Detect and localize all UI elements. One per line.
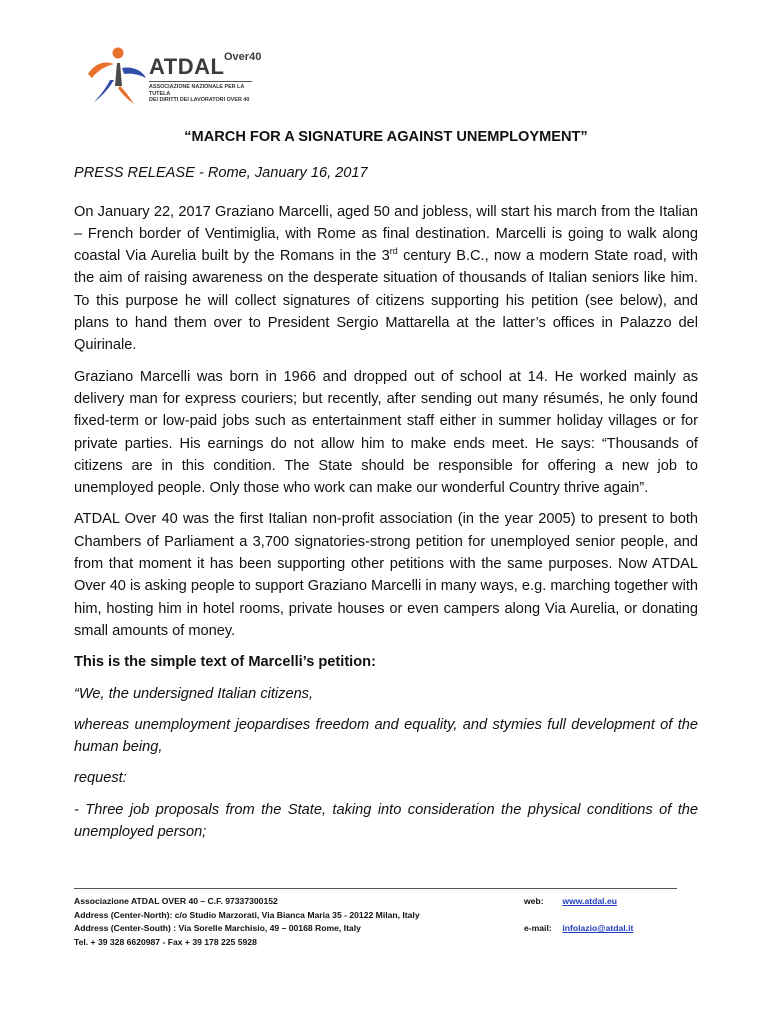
- petition-whereas: whereas unemployment jeopardises freedom and equality, and stymies full development of the human being,: [74, 716, 698, 756]
- footer-email: [524, 922, 633, 936]
- footer: [74, 895, 684, 949]
- atdal-figure-icon: [84, 46, 148, 108]
- email-label: e-mail:: [524, 923, 552, 933]
- paragraph-intro-before: On January 22, 2017 Graziano Marcelli, aged 50 and jobless, will start his march from the Italian – French border of Ventimiglia, with Rome as final destination. Marcelli is going to walk along coastal Via Aurelia built by the Romans in the 3: [74, 203, 698, 265]
- footer-line-3: Address (Center-South) : Via Sorelle Marchisio, 49 – 00168 Rome, Italy: [74, 923, 361, 934]
- email-link[interactable]: infolazio@atdal.it: [562, 923, 634, 933]
- petition-heading: This is the simple text of Marcelli’s petition:: [74, 654, 376, 671]
- logo-suffix: Over40: [224, 51, 262, 63]
- atdal-logo: [84, 46, 264, 116]
- footer-line-2: Address (Center-North): c/o Studio Marzorati, Via Bianca Maria 35 - 20122 Milan, Italy: [74, 909, 420, 920]
- logo-subtitle-line2: DEI DIRITTI DEI LAVORATORI OVER 40: [149, 97, 250, 103]
- petition-opening: “We, the undersigned Italian citizens,: [74, 685, 314, 702]
- logo-subtitle-line1: ASSOCIAZIONE NAZIONALE PER LA TUTELA: [149, 84, 245, 97]
- footer-line-4: Tel. + 39 328 6620987 - Fax + 39 178 225 5928: [74, 936, 257, 947]
- footer-line-1: Associazione ATDAL OVER 40 – C.F. 97337300152: [74, 896, 278, 906]
- press-release-line: PRESS RELEASE - Rome, January 16, 2017: [74, 165, 368, 182]
- document-body: [74, 126, 698, 852]
- petition-item-1: - Three job proposals from the State, taking into consideration the physical conditions of the unemployed person;: [74, 801, 698, 841]
- petition-request: request:: [74, 770, 127, 787]
- paragraph-association: ATDAL Over 40 was the first Italian non-profit association (in the year 2005) to present to both Chambers of Parliament a 3,700 signatories-strong petition for unemployed senior people, and from that moment it has been supporting other petitions with the same purposes. Now ATDAL Over 40 is asking people to support Graziano Marcelli in many ways, e.g. marching together with him, hosting him in hotel rooms, private houses or even campers along Via Aurelia, or donating small amounts of money.: [74, 511, 698, 639]
- logo-subtitle: [149, 84, 259, 104]
- logo-name: ATDAL: [149, 54, 225, 79]
- ordinal-superscript: rd: [389, 246, 398, 257]
- logo-divider: [149, 81, 252, 82]
- paragraph-biography: Graziano Marcelli was born in 1966 and dropped out of school at 14. He worked mainly as delivery man for express couriers; but recently, after sending out many résumés, he only found fixed-term or low-paid jobs such as entertainment staff either in summer holiday villages or for private parties. His earnings do not allow him to make ends meet. He says: “Thousands of citizens are in this condition. The State should be responsible for offering a new job to unemployed people. Only those who work can make our wonderful Country thrive again”.: [74, 368, 698, 497]
- web-link[interactable]: www.atdal.eu: [562, 896, 617, 906]
- footer-divider: [74, 888, 677, 889]
- paragraph-intro: [74, 201, 698, 357]
- footer-web: [524, 895, 617, 909]
- web-label: web:: [524, 896, 544, 906]
- paragraph-intro-after: century B.C., now a modern State road, with the aim of raising awareness on the desperate situation of thousands of Italian seniors like him. To this purpose he will collect signatures of citizens supporting his petition (see below), and plans to hand them over to President Sergio Mattarella at the latter’s offices in Palazzo del Quirinale.: [74, 248, 698, 354]
- document-title: “MARCH FOR A SIGNATURE AGAINST UNEMPLOYMENT”: [184, 129, 588, 145]
